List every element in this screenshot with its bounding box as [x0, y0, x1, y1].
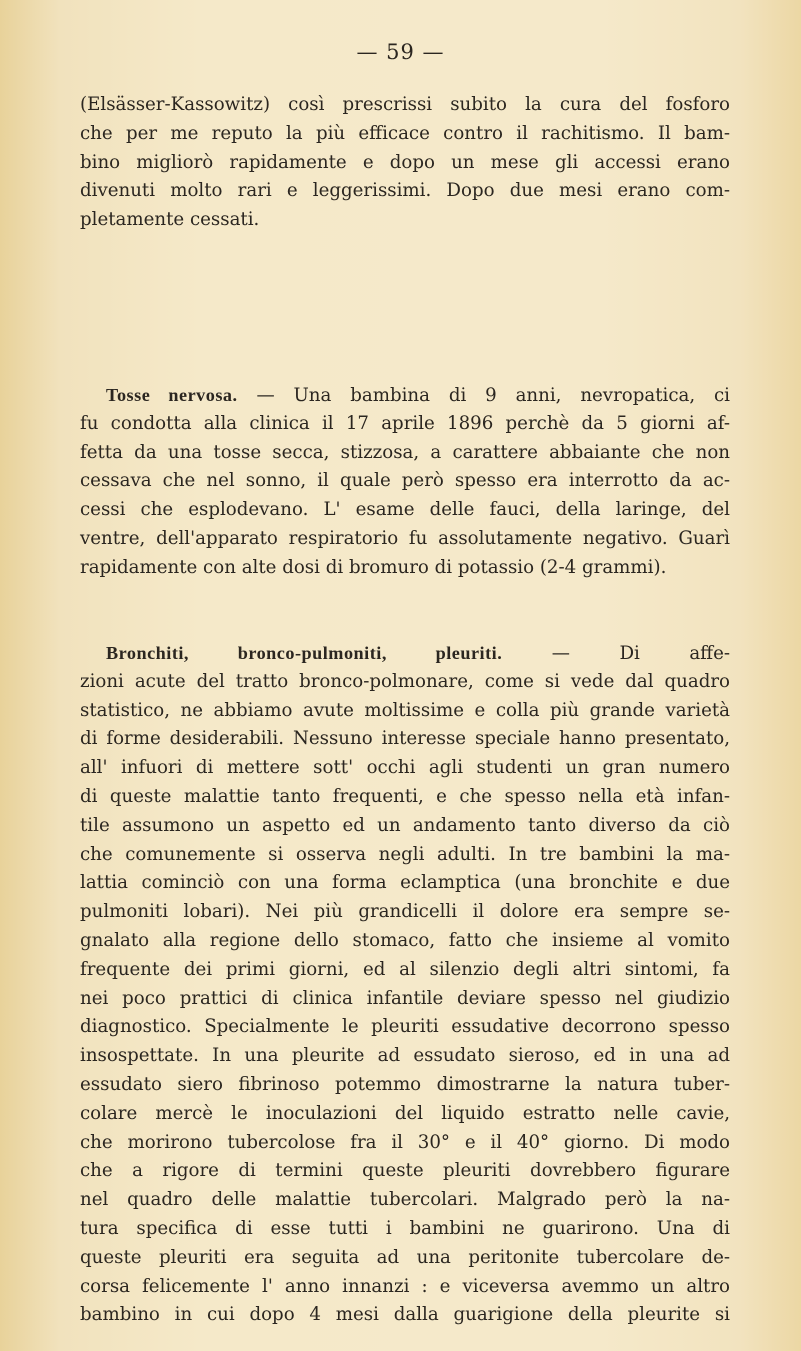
text-line: essudato siero fibrinoso potemmo dimostrarne la natura tuber- [80, 1073, 730, 1095]
text-line: frequente dei primi giorni, ed al silenzio degli altri sintomi, fa [80, 958, 730, 980]
text-line: di queste malattie tanto frequenti, e che spesso nella età infan- [80, 785, 730, 807]
text-line: cessava che nel sonno, il quale però spesso era interrotto da ac- [80, 470, 730, 492]
section-heading: Tosse nervosa. [106, 385, 238, 405]
paragraph-tosse-nervosa [80, 381, 730, 583]
text-line: gnalato alla regione dello stomaco, fatto che insieme al vomito [80, 929, 730, 951]
text-line: rapidamente con alte dosi di bromuro di potassio (2-4 grammi). [80, 556, 667, 578]
text-line: diagnostico. Specialmente le pleuriti essudative decorrono spesso [80, 1016, 730, 1038]
text-line: che a rigore di termini queste pleuriti dovrebbero figurare [80, 1160, 730, 1182]
text-line: all' infuori di mettere sott' occhi agli studenti un gran numero [80, 757, 730, 779]
text-fragment: — Di affe- [502, 643, 731, 664]
text-line: cessi che esplodevano. L' esame delle fauci, della laringe, del [80, 499, 730, 521]
text-fragment: — Una bambina di 9 anni, nevropatica, ci [237, 385, 730, 406]
paragraph-fosforo [80, 91, 730, 235]
text-line: nei poco prattici di clinica infantile deviare spesso nel giudizio [80, 987, 730, 1009]
text-line: ventre, dell'apparato respiratorio fu assolutamente negativo. Guarì [80, 527, 730, 549]
text-line: queste pleuriti era seguita ad una peritonite tubercolare de- [80, 1246, 730, 1268]
text-line: tile assumono un aspetto ed un andamento tanto diverso da ciò [80, 814, 730, 836]
text-line [80, 639, 730, 668]
text-line: insospettate. In una pleurite ad essudato sieroso, ed in una ad [80, 1045, 730, 1067]
text-line: nel quadro delle malattie tubercolari. Malgrado però la na- [80, 1189, 730, 1211]
text-line: che comunemente si osserva negli adulti. In tre bambini la ma- [80, 843, 730, 865]
text-line: corsa felicemente l' anno innanzi : e viceversa avemmo un altro [80, 1275, 730, 1297]
paragraph-bronchiti [80, 639, 730, 1330]
text-line: tura specifica di esse tutti i bambini ne guarirono. Una di [80, 1217, 730, 1239]
text-line: pletamente cessati. [80, 209, 260, 231]
text-line: che morirono tubercolose fra il 30° e il 40° giorno. Di modo [80, 1131, 730, 1153]
text-line: bambino in cui dopo 4 mesi dalla guarigione della pleurite si [80, 1304, 730, 1326]
text-line: statistico, ne abbiamo avute moltissime e colla più grande varietà [80, 699, 730, 721]
text-line: fu condotta alla clinica il 17 aprile 1896 perchè da 5 giorni af- [80, 412, 730, 434]
text-line [80, 381, 730, 410]
text-line: (Elsässer-Kassowitz) così prescrissi subito la cura del fosforo [80, 94, 730, 115]
text-line: colare mercè le inoculazioni del liquido estratto nelle cavie, [80, 1102, 730, 1124]
text-line: divenuti molto rari e leggerissimi. Dopo due mesi erano com- [80, 180, 730, 202]
section-heading: Bronchiti, bronco-pulmoniti, pleuriti. [106, 643, 503, 663]
text-line: che per me reputo la più efficace contro il rachitismo. Il bam- [80, 122, 730, 144]
text-line: fetta da una tosse secca, stizzosa, a carattere abbaiante che non [80, 441, 730, 463]
text-line: lattia cominciò con una forma eclamptica (una bronchite e due [80, 872, 730, 894]
text-line: bino migliorò rapidamente e dopo un mese gli accessi erano [80, 151, 730, 173]
text-line: pulmoniti lobari). Nei più grandicelli il dolore era sempre se- [80, 901, 730, 923]
text-line: zioni acute del tratto bronco-polmonare, come si vede dal quadro [80, 670, 730, 692]
text-line: di forme desiderabili. Nessuno interesse speciale hanno presentato, [80, 728, 730, 750]
page-number: — 59 — [356, 40, 445, 64]
